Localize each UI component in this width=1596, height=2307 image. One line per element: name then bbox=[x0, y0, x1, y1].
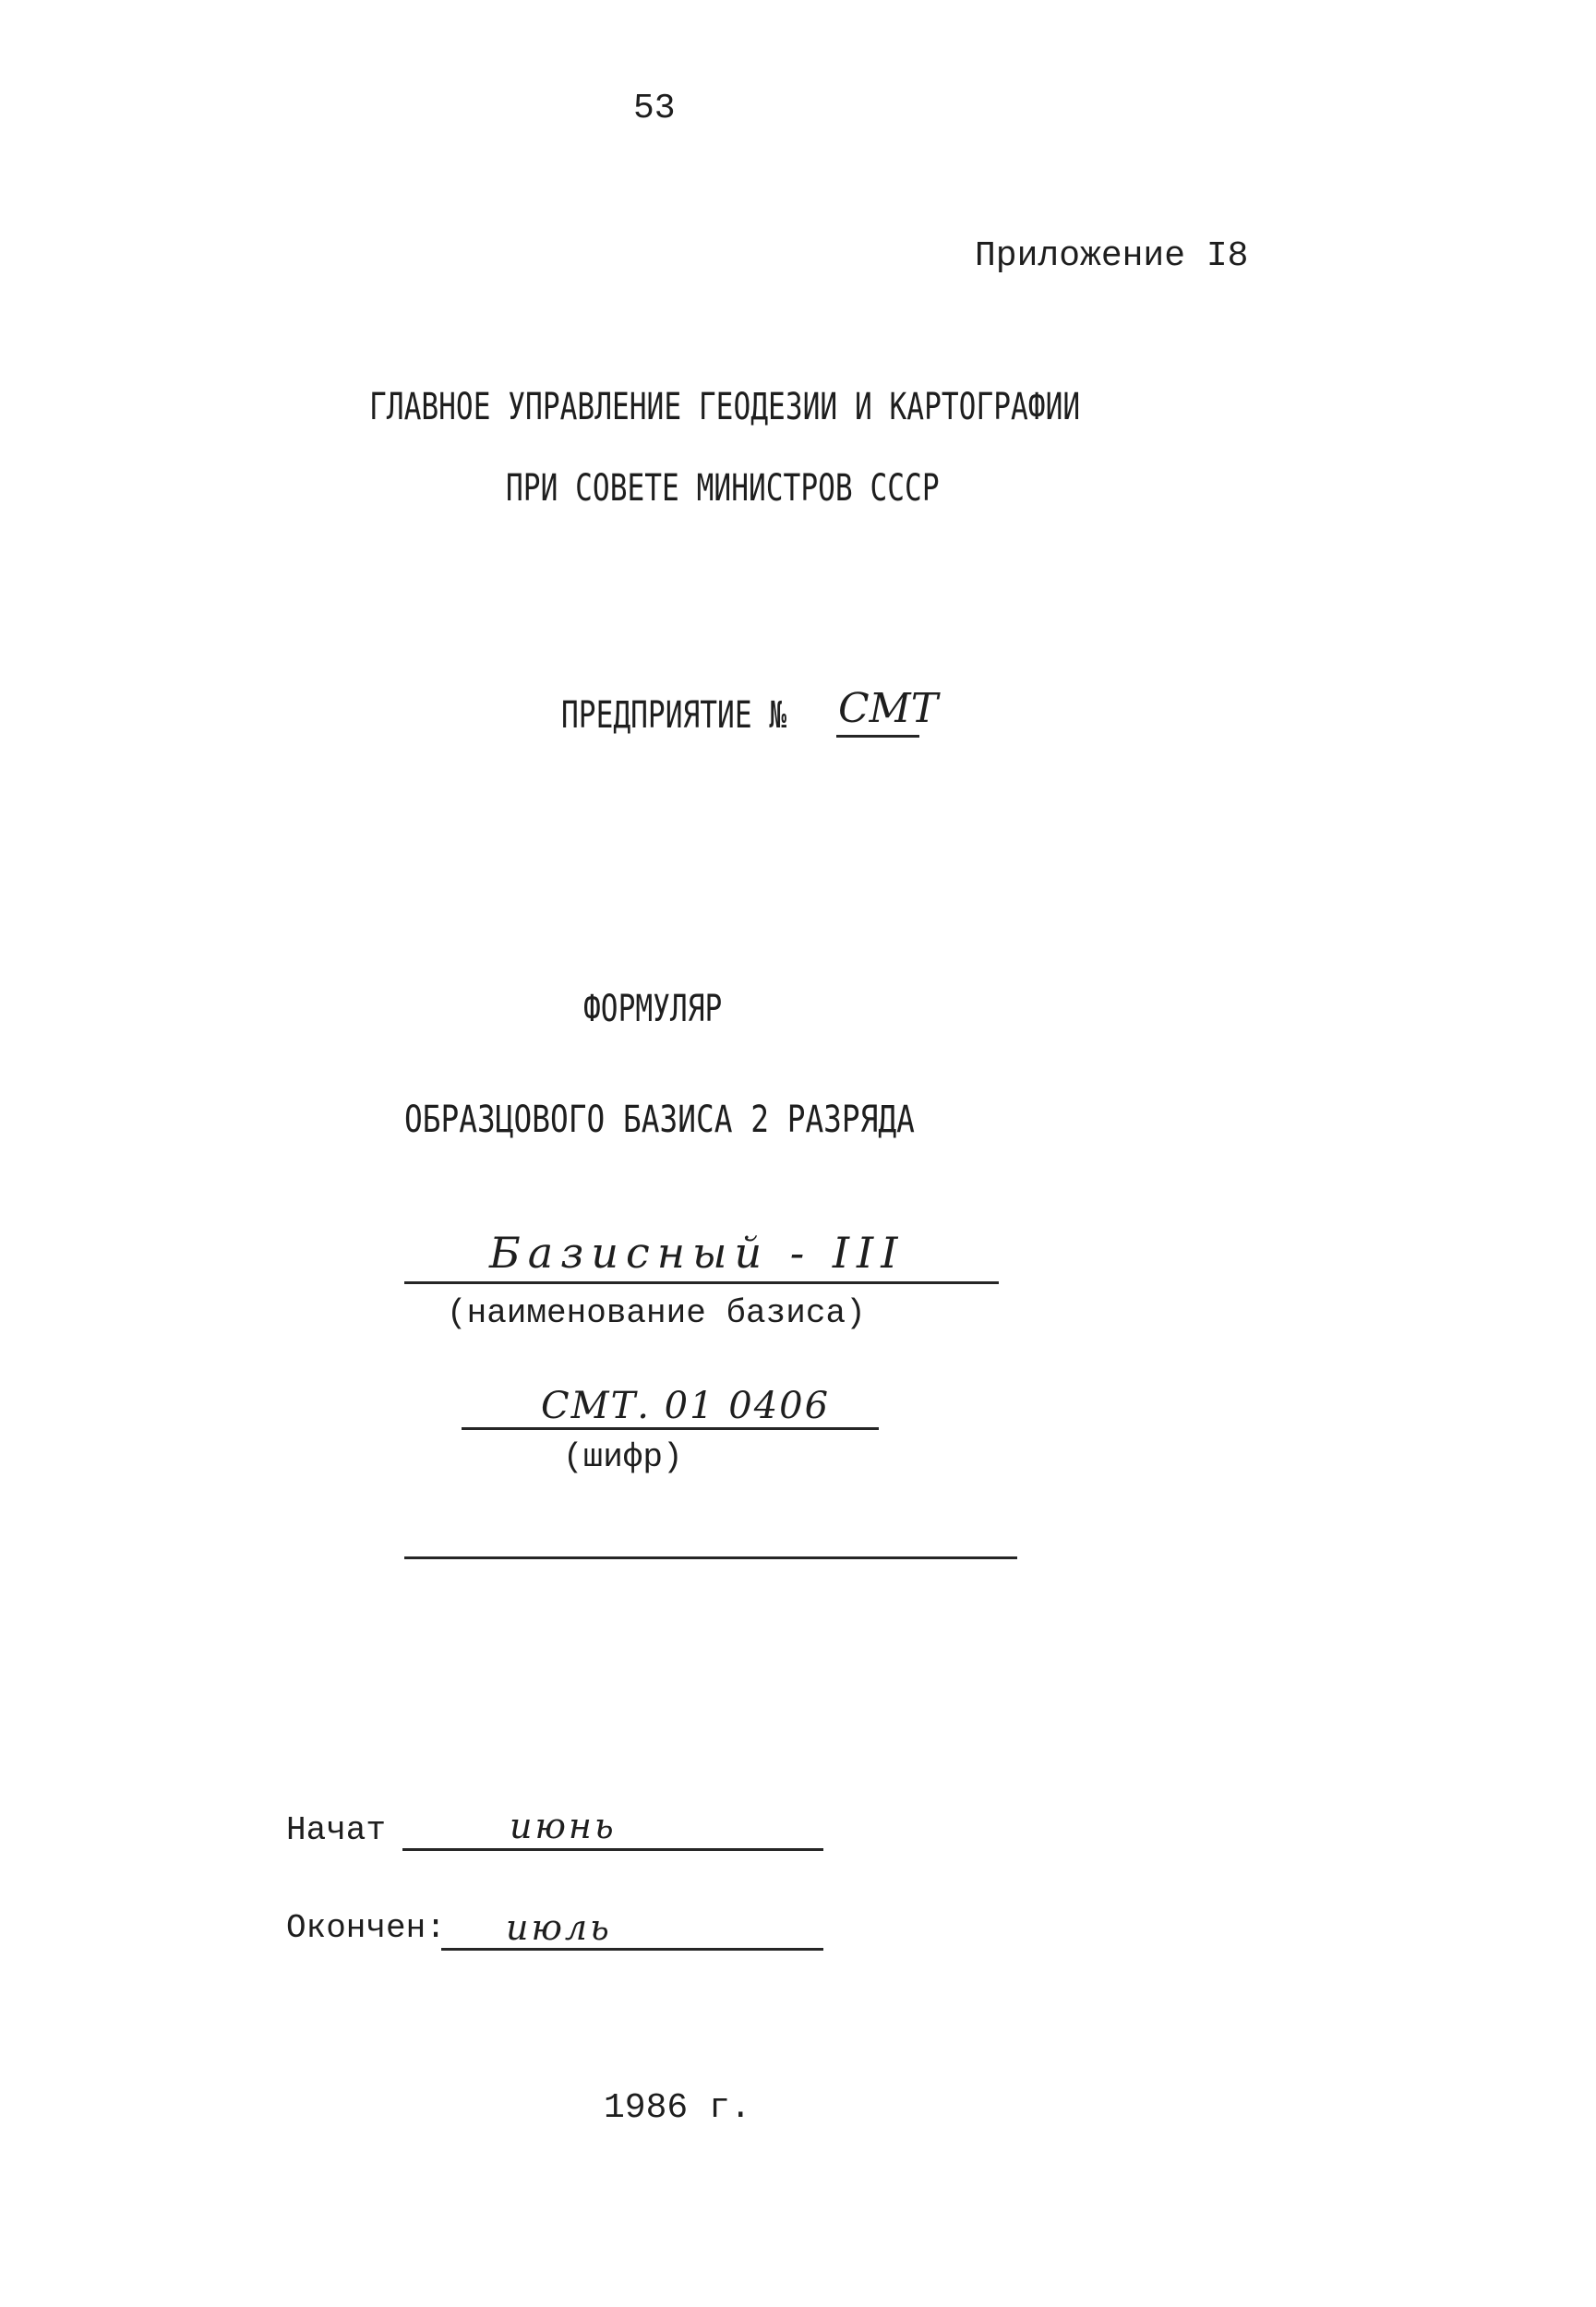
basis-name-value: Базисный - III bbox=[489, 1228, 906, 1278]
cipher-underline bbox=[462, 1427, 879, 1430]
started-underline bbox=[402, 1848, 823, 1851]
finished-value: июль bbox=[506, 1907, 612, 1948]
page-number: 53 bbox=[633, 89, 676, 128]
started-label: Начат bbox=[286, 1811, 387, 1849]
year: 1986 г. bbox=[604, 2088, 751, 2128]
basis-name-underline bbox=[404, 1281, 999, 1284]
form-subtitle: ОБРАЗЦОВОГО БАЗИСА 2 РАЗРЯДА bbox=[404, 1099, 915, 1141]
form-title: ФОРМУЛЯР bbox=[583, 988, 723, 1030]
blank-line bbox=[404, 1556, 1017, 1559]
appendix-label: Приложение I8 bbox=[975, 236, 1249, 276]
enterprise-underline bbox=[836, 735, 919, 738]
basis-name-caption: (наименование базиса) bbox=[447, 1294, 866, 1332]
started-value: июнь bbox=[510, 1806, 617, 1846]
header-line-2: ПРИ СОВЕТЕ МИНИСТРОВ СССР bbox=[506, 467, 940, 510]
cipher-caption: (шифр) bbox=[563, 1438, 683, 1476]
enterprise-value: СМТ bbox=[838, 685, 939, 732]
enterprise-label: ПРЕДПРИЯТИЕ № bbox=[561, 694, 787, 737]
finished-label: Окончен: bbox=[286, 1909, 446, 1947]
cipher-value: СМТ. 01 0406 bbox=[541, 1385, 831, 1427]
finished-underline bbox=[441, 1948, 823, 1951]
header-line-1: ГЛАВНОЕ УПРАВЛЕНИЕ ГЕОДЕЗИИ И КАРТОГРАФИИ bbox=[369, 386, 1081, 428]
